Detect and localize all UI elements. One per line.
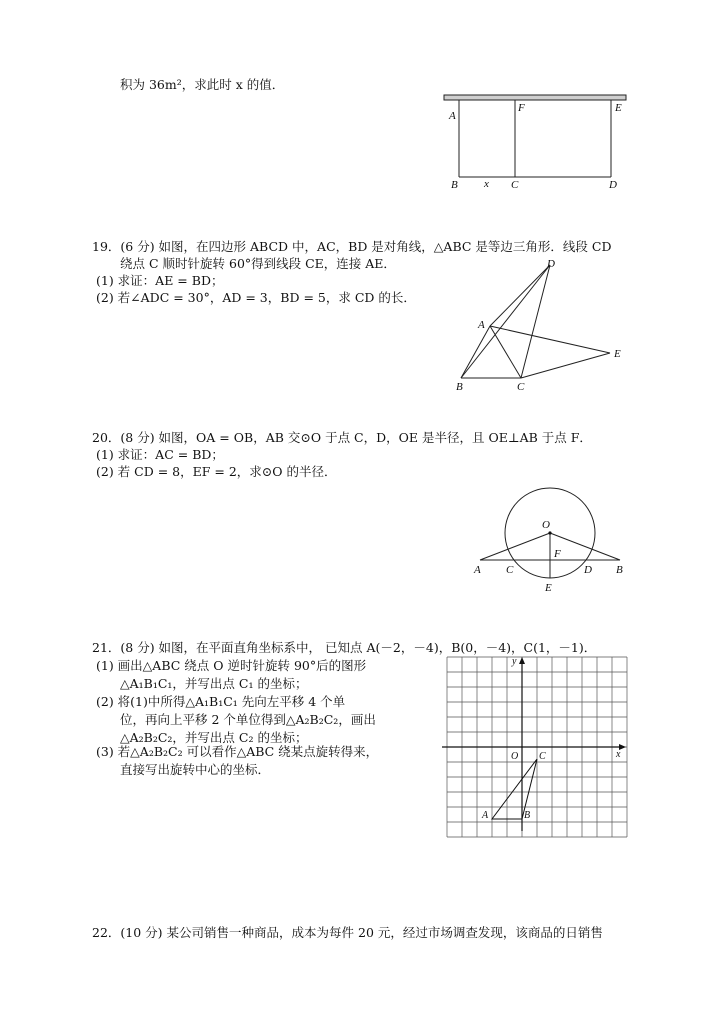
wall-rect — [444, 95, 626, 100]
q19-part2: (2) 若∠ADC = 30°，AD = 3，BD = 5，求 CD 的长． — [96, 290, 416, 305]
figure-21-grid — [440, 655, 630, 835]
label-A: A — [449, 110, 456, 122]
q20-part2: (2) 若 CD = 8，EF = 2，求⊙O 的半径． — [96, 464, 337, 479]
triangle-abc — [492, 759, 537, 819]
q19-part1: (1) 求证：AE = BD； — [96, 273, 224, 288]
label-C: C — [506, 564, 514, 576]
label-D: D — [609, 179, 617, 191]
y-axis-arrow — [519, 657, 525, 664]
label-x: x — [616, 749, 621, 760]
label-C: C — [511, 179, 519, 191]
q21-line1: 21．(8 分) 如图，在平面直角坐标系中， 已知点 A(－2，－4)，B(0，－4)，C(1，－1)． — [92, 640, 597, 655]
label-E: E — [614, 348, 621, 360]
label-x: x — [484, 178, 489, 190]
center-point — [548, 531, 551, 534]
q22-line1: 22．(10 分) 某公司销售一种商品，成本为每件 20 元，经过市场调查发现，该商品的日销售 — [92, 925, 603, 940]
q21-p3b: 直接写出旋转中心的坐标． — [120, 762, 271, 777]
label-F: F — [518, 102, 525, 114]
label-B: B — [451, 179, 458, 191]
q20-part1: (1) 求证：AC = BD； — [96, 447, 224, 462]
q20-line1: 20．(8 分) 如图，OA = OB，AB 交⊙O 于点 C，D，OE 是半径，且 OE⊥AB 于点 F． — [92, 430, 592, 445]
label-B: B — [524, 810, 531, 821]
q19-line2: 绕点 C 顺时针旋转 60°得到线段 CE，连接 AE． — [120, 256, 396, 271]
label-B: B — [616, 564, 623, 576]
label-F: F — [554, 548, 561, 560]
q19-line1: 19．(6 分) 如图，在四边形 ABCD 中，AC，BD 是对角线，△ABC 是等边三角形．线段 CD — [92, 239, 612, 254]
q21-p1b: △A₁B₁C₁，并写出点 C₁ 的坐标； — [120, 676, 308, 691]
label-A: A — [482, 810, 489, 821]
label-C: C — [517, 381, 525, 393]
figure-20 — [470, 480, 640, 595]
label-A: A — [478, 319, 485, 331]
q21-p2c: △A₂B₂C₂，并写出点 C₂ 的坐标； — [120, 730, 308, 745]
q21-p2a: (2) 将(1)中所得△A₁B₁C₁ 先向左平移 4 个单 — [96, 694, 346, 709]
figure-18 — [440, 92, 640, 192]
q18-text: 积为 36m²，求此时 x 的值． — [120, 77, 285, 92]
label-O: O — [511, 751, 519, 762]
label-A: A — [474, 564, 481, 576]
label-E: E — [615, 102, 622, 114]
q21-p2b: 位，再向上平移 2 个单位得到△A₂B₂C₂，画出 — [120, 712, 376, 727]
label-O: O — [542, 519, 550, 531]
label-y: y — [512, 656, 517, 667]
label-C: C — [539, 751, 546, 762]
q21-p1a: (1) 画出△ABC 绕点 O 逆时针旋转 90°后的图形 — [96, 658, 367, 673]
label-D: D — [547, 258, 555, 270]
figure-19 — [440, 250, 640, 395]
label-B: B — [456, 381, 463, 393]
label-D: D — [584, 564, 592, 576]
q21-p3a: (3) 若△A₂B₂C₂ 可以看作△ABC 绕某点旋转得来， — [96, 744, 379, 759]
label-E: E — [545, 582, 552, 594]
